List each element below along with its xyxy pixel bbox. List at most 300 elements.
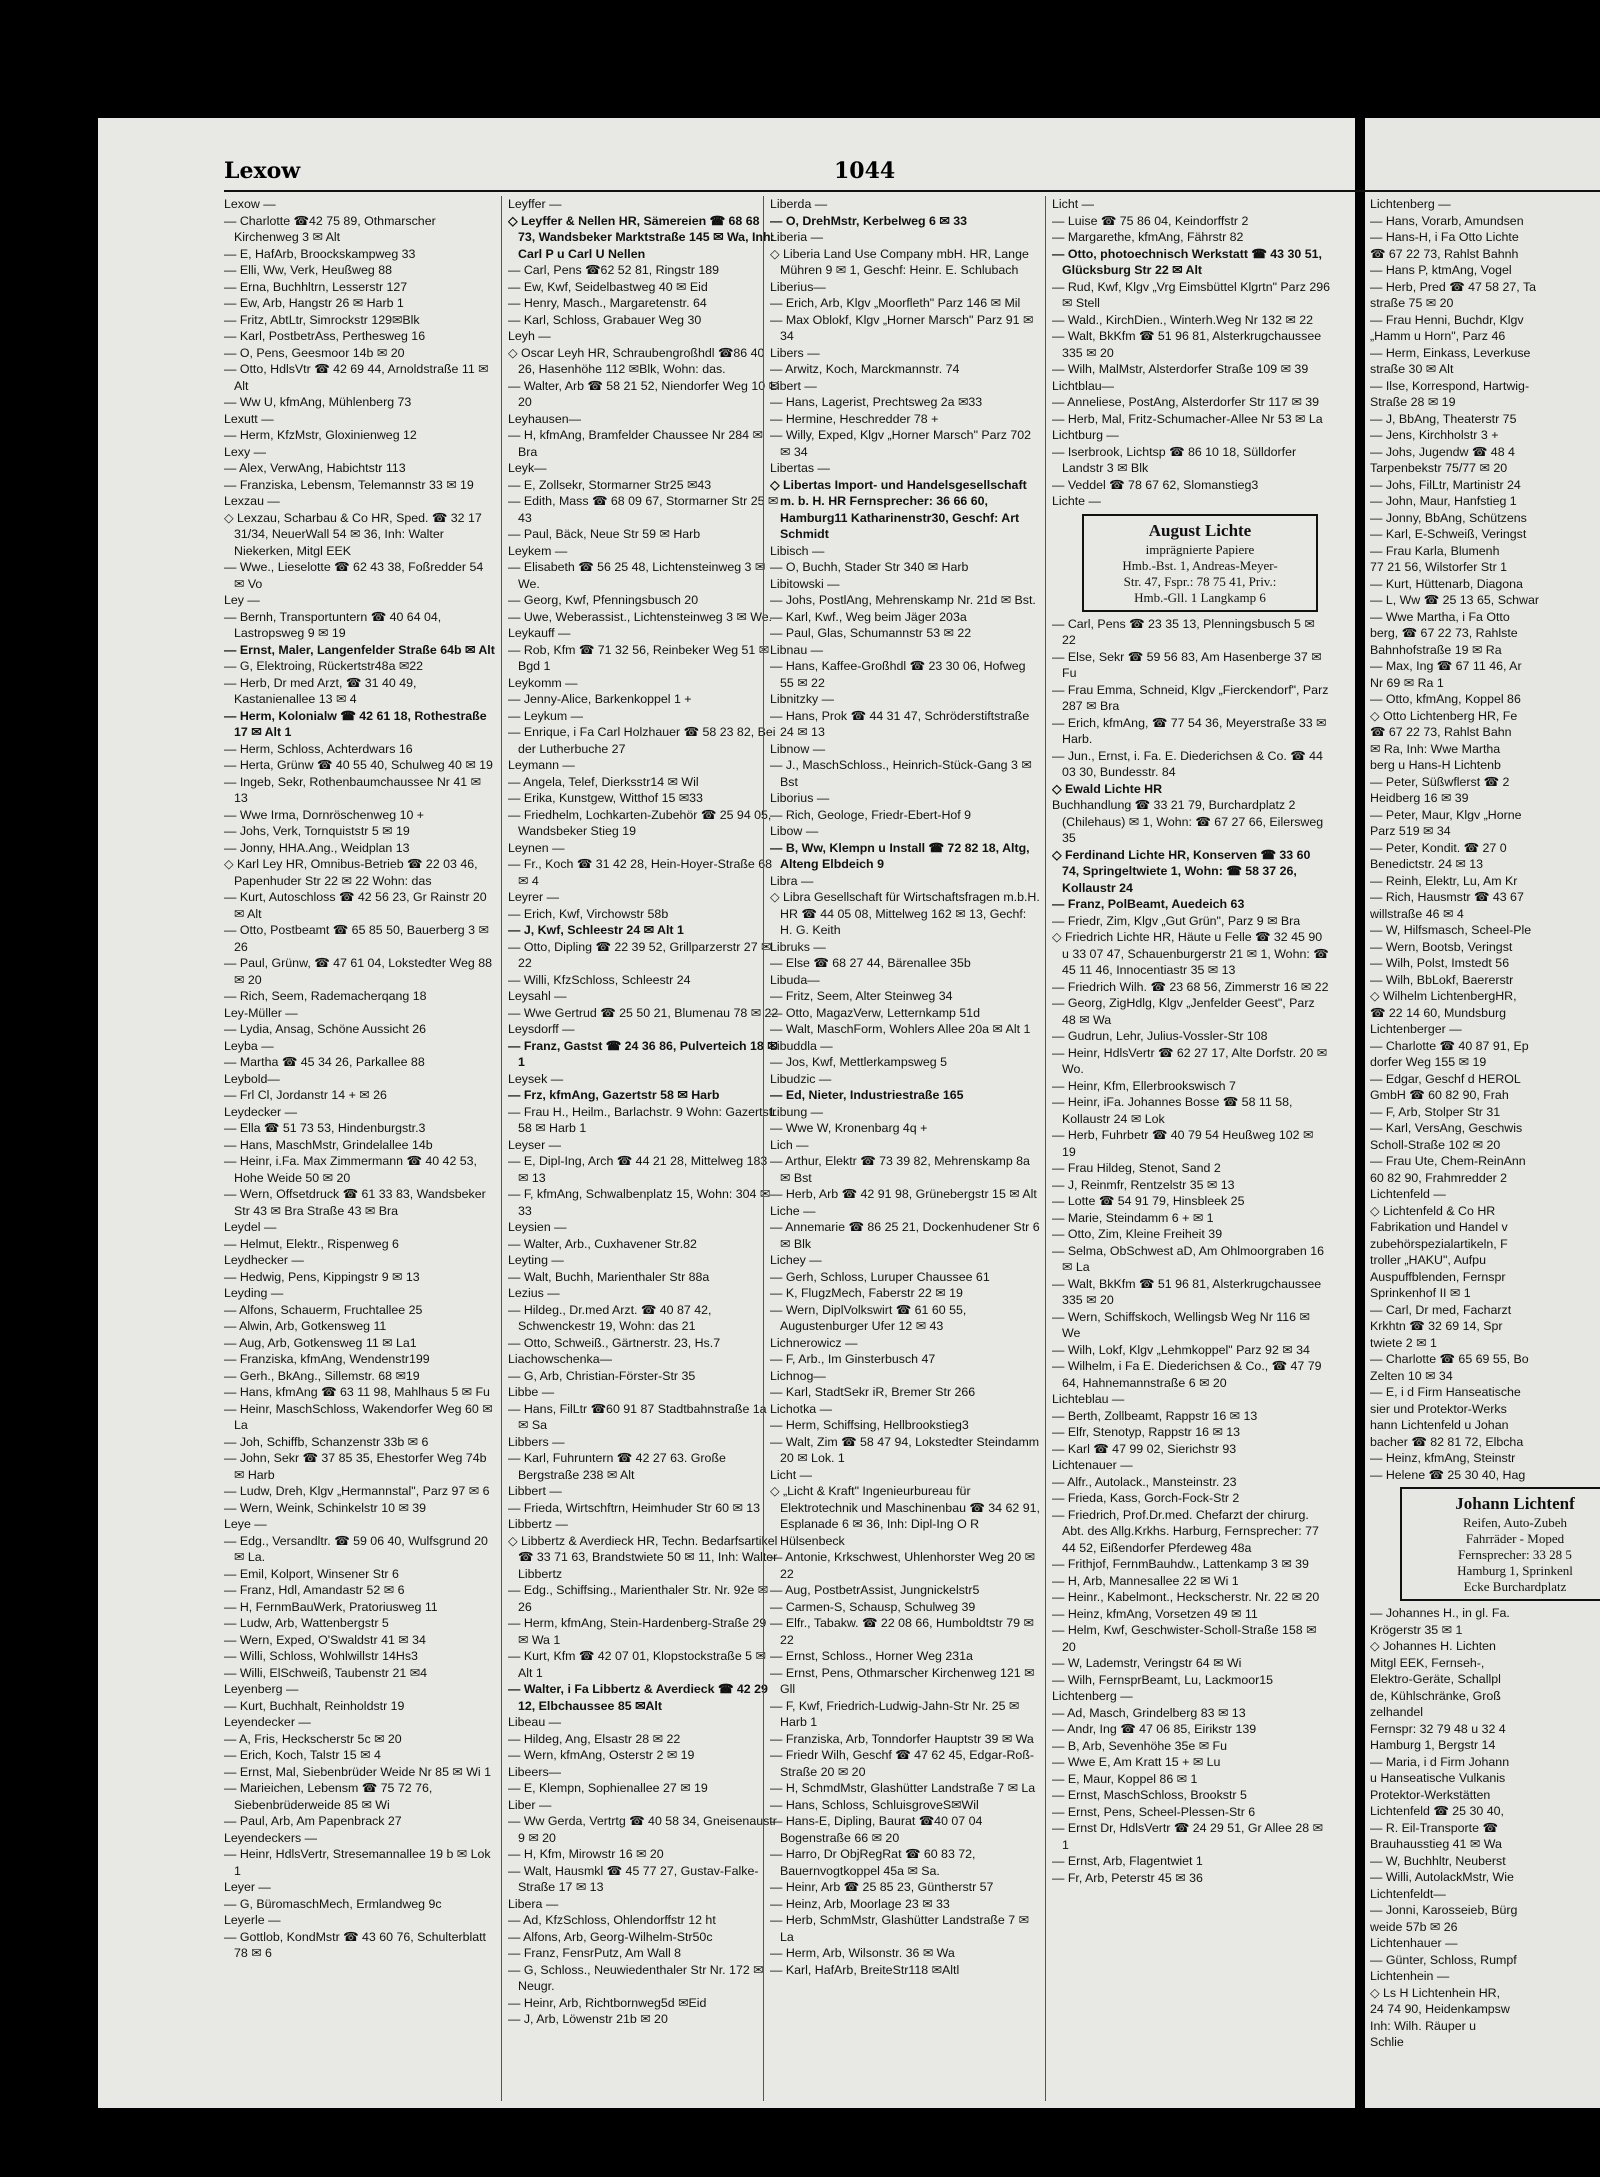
directory-entry: — Otto, kfmAng, Koppel 86: [1370, 692, 1521, 706]
directory-entry: troller „HAKU", Aufpu: [1370, 1253, 1486, 1267]
directory-entry: — Herb, Fuhrbetr ☎ 40 79 54 Heußweg 102 ✉ 19: [1052, 1128, 1314, 1159]
directory-entry: — Willy, Exped, Klgv „Horner Marsch" Parz 702 ✉ 34: [770, 428, 1032, 459]
directory-entry: — Jonny, BbAng, Schützens: [1370, 510, 1527, 525]
directory-entry: — Elfr., Tabakw. ☎ 22 08 66, Humboldtstr 79 ✉ 22: [770, 1616, 1034, 1647]
directory-entry: Liber —: [508, 1797, 552, 1812]
advertisement-line: Fahrräder - Moped: [1465, 1531, 1565, 1546]
directory-entry: — Ludw, Dreh, Klgv „Hermannstal", Parz 97 ✉ 6: [224, 1484, 490, 1498]
directory-entry: Lichtenhauer —: [1370, 1936, 1458, 1950]
directory-entry: — Frz, kfmAng, Gazertstr 58 ✉ Harb: [508, 1088, 720, 1102]
directory-entry: — Herb, Dr med Arzt, ☎ 31 40 49, Kastanienallee 13 ✉ 4: [224, 675, 417, 706]
directory-entry: — Emil, Kolport, Winsener Str 6: [224, 1566, 399, 1581]
directory-entry: — Lydia, Ansag, Schöne Aussicht 26: [224, 1022, 427, 1036]
directory-entry: — Karl, StadtSekr iR, Bremer Str 266: [770, 1385, 976, 1399]
directory-entry: — W, Buchhltr, Neuberst: [1370, 1853, 1506, 1868]
directory-entry: — E, i d Firm Hanseatische: [1370, 1385, 1521, 1399]
directory-entry: Leysien —: [508, 1220, 567, 1234]
directory-entry: Libbe —: [508, 1385, 555, 1399]
directory-entry: — G, Arb, Christian-Förster-Str 35: [508, 1368, 696, 1383]
directory-entry: — Frithjof, FernmBauhdw., Lattenkamp 3 ✉ 39: [1052, 1557, 1309, 1571]
directory-entry: berg, ☎ 67 22 73, Rahlste: [1370, 626, 1518, 640]
directory-entry: — Paul, Glas, Schumannstr 53 ✉ 22: [770, 626, 972, 640]
directory-entry: Lichte —: [1052, 494, 1101, 508]
directory-entry: — Frau Emma, Schneid, Klgv „Fierckendorf", Parz 287 ✉ Bra: [1052, 682, 1329, 713]
directory-entry: — Marieichen, Lebensm ☎ 75 72 76, Siebenbrüderweide 85 ✉ Wi: [224, 1781, 433, 1812]
directory-entry: Libeau —: [508, 1715, 562, 1729]
directory-entry: Lichotka —: [770, 1401, 832, 1416]
directory-entry: — Andr, Ing ☎ 47 06 85, Eirikstr 139: [1052, 1722, 1257, 1736]
directory-entry: — Willi, Schloss, Wohlwillstr 14Hs3: [224, 1649, 418, 1663]
directory-entry: — Fr, Arb, Peterstr 45 ✉ 36: [1052, 1870, 1203, 1885]
directory-entry: — A, Fris, Heckscherstr 5c ✉ 20: [224, 1731, 402, 1746]
directory-entry: — Hans, Prok ☎ 44 31 47, Schröderstiftstraße 24 ✉ 13: [770, 708, 1030, 739]
directory-entry: zubehörspezialartikeln, F: [1370, 1236, 1508, 1251]
directory-entry: — J, Kwf, Schleestr 24 ✉ Alt 1: [508, 923, 684, 937]
directory-entry: Inh: Wilh. Räuper u: [1370, 2018, 1477, 2033]
directory-entry: Tarpenbekstr 75/77 ✉ 20: [1370, 461, 1508, 475]
directory-entry: ☎ 22 14 60, Mundsburg: [1370, 1005, 1506, 1020]
directory-entry: — B, Arb, Sevenhöhe 35e ✉ Fu: [1052, 1738, 1228, 1753]
directory-entry: — Ew, Kwf, Seidelbastweg 40 ✉ Eid: [508, 279, 708, 294]
directory-entry: — Walt, BkKfm ☎ 51 96 81, Alsterkrugchaussee 335 ✉ 20: [1052, 329, 1322, 360]
directory-entry: — Annemarie ☎ 86 25 21, Dockenhudener Str 6 ✉ Blk: [770, 1220, 1040, 1251]
directory-entry: — Karl, E-Schweiß, Veringst: [1370, 527, 1527, 541]
directory-entry: — Georg, Kwf, Pfenningsbusch 20: [508, 593, 699, 607]
directory-entry: — H, Kfm, Mirowstr 16 ✉ 20: [508, 1847, 664, 1861]
directory-entry: — Hildeg, Ang, Elsastr 28 ✉ 22: [508, 1731, 681, 1746]
directory-entry: — Wilhelm, i Fa E. Diederichsen & Co., ☎ 47 79 64, Hahnemannstraße 6 ✉ 20: [1052, 1359, 1322, 1390]
directory-entry: — Gerh., BkAng., Sillemstr. 68 ✉19: [224, 1368, 420, 1383]
directory-entry: Leyting —: [508, 1253, 564, 1267]
directory-entry: Buchhandlung ☎ 33 21 79, Burchardplatz 2 (Chilehaus) ✉ 1, Wohn: ☎ 67 27 66, Eilersweg 35: [1052, 798, 1324, 845]
directory-entry: Liberda —: [770, 197, 828, 211]
directory-entry: Leykomm —: [508, 675, 578, 690]
directory-entry: Lichnog—: [770, 1368, 826, 1383]
column-3: [770, 196, 1042, 2101]
directory-entry: — Otto, Zim, Kleine Freiheit 39: [1052, 1227, 1223, 1241]
directory-entry: — H, FernmBauWerk, Pratoriusweg 11: [224, 1599, 438, 1614]
directory-entry: ✉ Ra, Inh: Wwe Martha: [1370, 741, 1501, 756]
directory-entry: — Frieda, Kass, Gorch-Fock-Str 2: [1052, 1491, 1240, 1505]
directory-entry: — Gudrun, Lehr, Julius-Vossler-Str 108: [1052, 1029, 1268, 1043]
directory-entry: Libbertz —: [508, 1517, 568, 1531]
directory-entry: Ley-Müller —: [224, 1005, 298, 1020]
directory-entry: Libertas —: [770, 461, 830, 475]
directory-entry: — Kurt, Hüttenarb, Diagona: [1370, 576, 1523, 591]
directory-entry: — Heinz, kfmAng, Vorsetzen 49 ✉ 11: [1052, 1606, 1258, 1621]
directory-entry: — Joh, Schiffb, Schanzenstr 33b ✉ 6: [224, 1434, 429, 1449]
directory-entry: Zelten 10 ✉ 34: [1370, 1368, 1453, 1383]
directory-entry: — Alwin, Arb, Gotkensweg 11: [224, 1319, 387, 1333]
directory-entry: — L, Ww ☎ 25 13 65, Schwar: [1370, 593, 1540, 607]
directory-entry: Libow —: [770, 824, 819, 838]
directory-entry: ◇ Friedrich Lichte HR, Häute u Felle ☎ 32 45 90 u 33 07 47, Schauenburgerstr 21 ✉ 1, Wohn: ☎ 45 11 46, Innocentiastr 35 ✉ 13: [1052, 930, 1329, 977]
directory-entry: Libitowski —: [770, 576, 840, 591]
directory-entry: Libers —: [770, 345, 820, 360]
directory-entry: Leyh —: [508, 329, 551, 343]
directory-entry: — Friedrich Wilh. ☎ 23 68 56, Zimmerstr 16 ✉ 22: [1052, 979, 1329, 994]
directory-entry: — Herm, KfzMstr, Gloxinienweg 12: [224, 428, 417, 442]
directory-entry: — Heinz, kfmAng, Steinstr: [1370, 1451, 1516, 1465]
advertisement-line: Hmb.-Bst. 1, Andreas-Meyer-: [1122, 557, 1278, 573]
advertisement-line: imprägnierte Papiere: [1145, 541, 1255, 557]
directory-entry: Libra —: [770, 873, 814, 888]
directory-entry: ◇ Lichtenfeld & Co HR: [1370, 1203, 1496, 1218]
directory-entry: — Ernst, Pens, Scheel-Plessen-Str 6: [1052, 1804, 1256, 1819]
directory-entry: ◇ Ls H Lichtenhein HR,: [1370, 1985, 1501, 2000]
directory-entry: Fernspr: 32 79 48 u 32 4: [1370, 1721, 1506, 1736]
directory-entry: straße 30 ✉ Alt: [1370, 362, 1454, 376]
directory-entry: Libeers—: [508, 1764, 562, 1779]
directory-entry: — Herb, SchmMstr, Glashütter Landstraße 7 ✉ La: [770, 1913, 1029, 1944]
directory-entry: — Carl, Dr med, Facharzt: [1370, 1302, 1512, 1317]
directory-entry: — Wilh, BbLokf, Baererstr: [1370, 972, 1514, 987]
directory-entry: — Kurt, Buchhalt, Reinholdstr 19: [224, 1698, 405, 1713]
directory-entry: — Charlotte ☎42 75 89, Othmarscher Kirchenweg 3 ✉ Alt: [224, 213, 436, 244]
directory-entry: Leybold—: [224, 1071, 280, 1086]
directory-entry: Leysahl —: [508, 989, 567, 1003]
directory-entry: — Helene ☎ 25 30 40, Hag: [1370, 1467, 1526, 1482]
directory-entry: Leyendeckers —: [224, 1830, 317, 1845]
directory-entry: Leyrer —: [508, 890, 559, 904]
directory-entry: — Erna, Buchhltrn, Lesserstr 127: [224, 279, 408, 294]
directory-entry: — Charlotte ☎ 40 87 91, Ep: [1370, 1038, 1529, 1053]
directory-entry: — Edith, Mass ☎ 68 09 67, Stormarner Str 25 ✉ 43: [508, 494, 779, 525]
advertisement-title: Johann Lichtenf: [1455, 1494, 1575, 1513]
directory-entry: Leykauff —: [508, 626, 571, 640]
advertisement-line: Hmb.-Gll. 1 Langkamp 6: [1134, 589, 1266, 605]
directory-entry: — Franz, PolBeamt, Auedeich 63: [1052, 897, 1245, 911]
directory-entry: — Fr., Koch ☎ 31 42 28, Hein-Hoyer-Straße 68 ✉ 4: [508, 857, 773, 888]
directory-entry: — Margarethe, kfmAng, Fährstr 82: [1052, 230, 1244, 244]
directory-entry: Libung —: [770, 1104, 824, 1119]
directory-entry: Leysek —: [508, 1071, 564, 1086]
directory-entry: — F, kfmAng, Schwalbenplatz 15, Wohn: 304 ✉ 33: [508, 1187, 771, 1218]
header-name: Lexow: [224, 158, 301, 184]
directory-entry: ◇ Libertas Import- und Handelsgesellschaft m. b. H. HR Fernsprecher: 36 66 60, Hamburg11 Katharinenstr30, Geschf: Art Schmidt: [770, 477, 1027, 541]
directory-entry: — Ernst, Arb, Flagentwiet 1: [1052, 1854, 1203, 1868]
directory-entry: — G, Elektroing, Rückertstr48a ✉22: [224, 659, 424, 673]
directory-entry: ◇ Leyffer & Nellen HR, Sämereien ☎ 68 68 73, Wandsbeker Marktstraße 145 ✉ Wa, Inh: Carl P u Carl U Nellen: [508, 213, 775, 261]
directory-entry: Leyenberg —: [224, 1682, 299, 1696]
directory-entry: — Willi, ElSchweiß, Taubenstr 21 ✉4: [224, 1665, 427, 1680]
directory-entry: — Willi, AutolackMstr, Wie: [1370, 1870, 1514, 1884]
directory-entry: — Otto, Schweiß., Gärtnerstr. 23, Hs.7: [508, 1335, 721, 1350]
directory-entry: — Helmut, Elektr., Rispenweg 6: [224, 1236, 399, 1251]
directory-entry: — Wilh, MalMstr, Alsterdorfer Straße 109 ✉ 39: [1052, 362, 1309, 376]
directory-entry: ◇ Lexzau, Scharbau & Co HR, Sped. ☎ 32 17 31/34, NeuerWall 54 ✉ 36, Inh: Walter Niekerken, Mitgl EEK: [224, 510, 482, 558]
directory-entry: — Franziska, Arb, Tonndorfer Hauptstr 39 ✉ Wa: [770, 1731, 1034, 1746]
directory-entry: ◇ Libra Gesellschaft für Wirtschaftsfragen m.b.H. HR ☎ 44 05 08, Mittelweg 162 ✉ 13, Gechf: H. G. Keith: [770, 890, 1040, 937]
directory-entry: — Ernst, Schloss., Horner Weg 231a: [770, 1649, 973, 1663]
next-page-column: [1370, 196, 1600, 2101]
directory-entry: — Walt, MaschForm, Wohlers Allee 20a ✉ Alt 1: [770, 1022, 1031, 1036]
directory-entry: — O, Buchh, Stader Str 340 ✉ Harb: [770, 560, 969, 574]
directory-entry: Leydecker —: [224, 1104, 298, 1119]
directory-entry: — Heinr, Arb ☎ 25 85 23, Güntherstr 57: [770, 1880, 994, 1894]
directory-entry: — Wilh, FernsprBeamt, Lu, Lackmoor15: [1052, 1672, 1274, 1687]
directory-entry: — Paul, Grünw, ☎ 47 61 04, Lokstedter Weg 88 ✉ 20: [224, 956, 492, 987]
directory-entry: Lexy —: [224, 444, 267, 459]
directory-entry: — Helm, Kwf, Geschwister-Scholl-Straße 158 ✉ 20: [1052, 1623, 1317, 1654]
directory-entry: — Erika, Kunstgew, Witthof 15 ✉33: [508, 791, 703, 805]
directory-entry: — Heinz, Arb, Moorlage 23 ✉ 33: [770, 1896, 950, 1911]
directory-entry: Libisch —: [770, 543, 825, 558]
directory-entry: — Erich, Koch, Talstr 15 ✉ 4: [224, 1748, 381, 1762]
directory-entry: — Wwe E, Am Kratt 15 + ✉ Lu: [1052, 1755, 1221, 1769]
directory-entry: — Alex, VerwAng, Habichtstr 113: [224, 461, 406, 475]
directory-entry: — Wern, Bootsb, Veringst: [1370, 939, 1513, 954]
directory-entry: — J, BbAng, Theaterstr 75: [1370, 411, 1517, 426]
directory-entry: — H, kfmAng, Bramfelder Chaussee Nr 284 ✉ Bra: [508, 428, 763, 459]
directory-entry: — Heinr, Kfm, Ellerbrookswisch 7: [1052, 1078, 1236, 1093]
directory-entry: — Friedr, Zim, Klgv „Gut Grün", Parz 9 ✉ Bra: [1052, 913, 1301, 928]
directory-entry: — Uwe, Weberassist., Lichtensteinweg 3 ✉ We.: [508, 609, 773, 624]
directory-entry: Benedictstr. 24 ✉ 13: [1370, 857, 1484, 871]
directory-entry: — Rich, Hausmstr ☎ 43 67: [1370, 890, 1524, 904]
directory-entry: — Hans, FilLtr ☎60 91 87 Stadtbahnstraße 1a ✉ Sa: [508, 1401, 767, 1432]
directory-entry: 60 82 90, Frahmredder 2: [1370, 1170, 1508, 1185]
directory-entry: — Walt, Buchh, Marienthaler Str 88a: [508, 1269, 710, 1284]
directory-entry: — Jenny-Alice, Barkenkoppel 1 +: [508, 692, 692, 706]
directory-entry: — Alfr., Autolack., Mansteinstr. 23: [1052, 1474, 1237, 1489]
directory-entry: — Johs, FilLtr, Martinistr 24: [1370, 477, 1521, 492]
directory-entry: — E, Zollsekr, Stormarner Str25 ✉43: [508, 477, 712, 492]
header-rule: [1365, 190, 1600, 192]
directory-entry: Libera —: [508, 1896, 559, 1911]
directory-entry: — Edgar, Geschf d HEROL: [1370, 1071, 1521, 1086]
directory-entry: — John, Sekr ☎ 37 85 35, Ehestorfer Weg 74b ✉ Harb: [224, 1451, 487, 1482]
directory-entry: — Franziska, kfmAng, Wendenstr199: [224, 1352, 430, 1366]
directory-entry: — R. Eil-Transporte ☎: [1370, 1820, 1498, 1835]
directory-entry: — Herb, Pred ☎ 47 58 27, Ta: [1370, 279, 1537, 294]
directory-entry: — Friedhelm, Lochkarten-Zubehör ☎ 25 94 05, Wandsbeker Stieg 19: [508, 807, 772, 838]
directory-entry: — E, HafArb, Broockskampweg 33: [224, 246, 416, 261]
directory-entry: „Hamm u Horn", Parz 46: [1370, 329, 1506, 343]
directory-page: [98, 118, 1355, 2108]
directory-entry: — Ad, KfzSchloss, Ohlendorffstr 12 ht: [508, 1913, 716, 1927]
directory-entry: weide 57b ✉ 26: [1370, 1919, 1458, 1934]
directory-entry: — Arthur, Elektr ☎ 73 39 82, Mehrenskamp 8a ✉ Bst: [770, 1154, 1030, 1185]
directory-entry: — Walter, Arb., Cuxhavener Str.82: [508, 1236, 697, 1251]
directory-entry: — Maria, i d Firm Johann: [1370, 1754, 1510, 1769]
directory-entry: — Wern, Exped, O'Swaldstr 41 ✉ 34: [224, 1632, 426, 1647]
directory-entry: Libnitzky —: [770, 692, 835, 706]
directory-entry: — Gerh, Schloss, Luruper Chaussee 61: [770, 1269, 990, 1284]
directory-entry: — Wwe., Lieselotte ☎ 62 43 38, Foßredder 54 ✉ Vo: [224, 560, 484, 591]
directory-entry: — Max Oblokf, Klgv „Horner Marsch" Parz 91 ✉ 34: [770, 312, 1034, 343]
directory-entry: Lexzau —: [224, 494, 280, 508]
directory-entry: — Johs, Verk, Tornquiststr 5 ✉ 19: [224, 824, 410, 838]
directory-entry: — Charlotte ☎ 65 69 55, Bo: [1370, 1352, 1529, 1366]
directory-entry: Elektro-Geräte, Schallpl: [1370, 1672, 1501, 1686]
directory-entry: ◇ Libbertz & Averdieck HR, Techn. Bedarfsartikel ☎ 33 71 63, Brandstwiete 50 ✉ 11, Inh: Walter Libbertz: [508, 1533, 778, 1581]
directory-entry: Licht —: [1052, 197, 1095, 211]
directory-entry: — Ww Gerda, Vertrtg ☎ 40 58 34, Gneisenaustr 9 ✉ 20: [508, 1814, 777, 1845]
directory-entry: — E, Klempn, Sophienallee 27 ✉ 19: [508, 1781, 708, 1795]
directory-entry: Licht —: [770, 1467, 813, 1482]
directory-entry: — Ew, Arb, Hangstr 26 ✉ Harb 1: [224, 296, 404, 310]
directory-entry: — Herm, Schloss, Achterdwars 16: [224, 741, 413, 756]
directory-entry: Krögerstr 35 ✉ 1: [1370, 1622, 1463, 1637]
directory-entry: Lichtenberger —: [1370, 1022, 1462, 1036]
directory-entry: — Herb, Arb ☎ 42 91 98, Grünebergstr 15 ✉ Alt: [770, 1187, 1037, 1201]
directory-entry: berg u Hans-H Lichtenb: [1370, 758, 1501, 772]
directory-entry: — Alfons, Schauerm, Fruchtallee 25: [224, 1302, 423, 1317]
directory-entry: — Heinr., Kabelmont., Heckscherstr. Nr. 22 ✉ 20: [1052, 1590, 1320, 1604]
directory-entry: — Friedrich, Prof.Dr.med. Chefarzt der chirurg. Abt. des Allg.Krkhs. Harburg, Fernsprecher: 77 44 52, Eißendorfer Pferdeweg 48a: [1052, 1507, 1319, 1555]
directory-entry: — Karl, Fuhruntern ☎ 42 27 63. Große Bergstraße 238 ✉ Alt: [508, 1451, 726, 1482]
directory-entry: — Fritz, Seem, Alter Steinweg 34: [770, 989, 953, 1003]
directory-entry: de, Kühlschränke, Groß: [1370, 1688, 1501, 1703]
directory-entry: Leydhecker —: [224, 1253, 304, 1267]
directory-entry: — Carmen-S, Schausp, Schulweg 39: [770, 1599, 976, 1614]
directory-entry: Leyendecker —: [224, 1715, 311, 1729]
directory-entry: — Berth, Zollbeamt, Rappstr 16 ✉ 13: [1052, 1408, 1258, 1423]
directory-entry: Lichtenhein —: [1370, 1969, 1450, 1983]
column-1: [224, 196, 496, 2101]
directory-entry: — Jonny, HHA.Ang., Weidplan 13: [224, 840, 410, 855]
directory-entry: Liche —: [770, 1203, 816, 1218]
directory-entry: — Otto, photoechnisch Werkstatt ☎ 43 30 51, Glücksburg Str 22 ✉ Alt: [1052, 246, 1322, 277]
directory-entry: Lexutt —: [224, 411, 274, 426]
directory-entry: — Franz, Gastst ☎ 24 36 86, Pulverteich 18 ✉1: [508, 1038, 778, 1069]
directory-entry: — Carl, Pens ☎62 52 81, Ringstr 189: [508, 263, 720, 277]
directory-entry: Leyer —: [224, 1880, 271, 1894]
directory-entry: — Hans, Schloss, SchluisgroveS✉Wil: [770, 1797, 979, 1812]
directory-entry: Lichey —: [770, 1253, 822, 1267]
directory-entry: — Wilh, Lokf, Klgv „Lehmkoppel" Parz 92 ✉ 34: [1052, 1342, 1310, 1357]
directory-entry: — Leykum —: [508, 708, 584, 723]
directory-entry: Liachowschenka—: [508, 1352, 613, 1366]
directory-entry: Libruks —: [770, 939, 826, 954]
directory-entry: — Hans-H, i Fa Otto Lichte: [1370, 230, 1519, 244]
directory-entry: — Willi, KfzSchloss, Schleestr 24: [508, 972, 691, 987]
advertisement-line: Ecke Burchardplatz: [1463, 1579, 1567, 1594]
directory-entry: — W, Lademstr, Veringstr 64 ✉ Wi: [1052, 1656, 1242, 1670]
directory-entry: — Karl, PostbetrAss, Perthesweg 16: [224, 329, 426, 343]
directory-entry: — Wilh, Polst, Imstedt 56: [1370, 956, 1510, 970]
directory-entry: ◇ Ewald Lichte HR: [1052, 781, 1163, 796]
column-divider: [501, 196, 502, 2101]
directory-entry: ☎ 67 22 73, Rahlst Bahnh: [1370, 246, 1519, 261]
directory-entry: — Ernst, Maler, Langenfelder Straße 64b ✉ Alt: [224, 642, 495, 657]
directory-entry: — Angela, Telef, Dierksstr14 ✉ Wil: [508, 774, 699, 789]
directory-entry: — Frau Hildeg, Stenot, Sand 2: [1052, 1161, 1221, 1175]
directory-entry: — Wern, Weink, Schinkelstr 10 ✉ 39: [224, 1500, 427, 1515]
directory-entry: Libnow —: [770, 741, 826, 756]
directory-entry: ◇ „Licht & Kraft" Ingenieurbureau für Elektrotechnik und Maschinenbau ☎ 34 62 91, Esplanade 6 ✉ 36, Inh: Dipl-Ing O R Hülsenbeck: [770, 1484, 1040, 1548]
directory-entry: — Arwitz, Koch, Marckmannstr. 74: [770, 362, 960, 376]
directory-entry: — Herm, kfmAng, Stein-Hardenberg-Straße 29 ✉ Wa 1: [508, 1616, 767, 1647]
directory-entry: Lichtenauer —: [1052, 1458, 1133, 1472]
directory-entry: — Jens, Kirchholstr 3 +: [1370, 428, 1499, 442]
directory-entry: — Paul, Bäck, Neue Str 59 ✉ Harb: [508, 527, 701, 541]
header-rule: [224, 190, 1419, 192]
directory-entry: Leyba —: [224, 1038, 274, 1053]
directory-entry: — Henry, Masch., Margaretenstr. 64: [508, 296, 707, 310]
directory-entry: — Kurt, Kfm ☎ 42 07 01, Klopstockstraße 5 ✉ Alt 1: [508, 1649, 766, 1680]
directory-entry: — G, Schloss., Neuwiedenthaler Str Nr. 172 ✉ Neugr.: [508, 1962, 764, 1993]
directory-entry: — Peter, Kondit. ☎ 27 0: [1370, 840, 1507, 855]
directory-entry: — Johannes H., in gl. Fa.: [1370, 1606, 1510, 1620]
directory-entry: ☎ 67 22 73, Rahlst Bahn: [1370, 725, 1512, 739]
directory-entry: — Wwe Irma, Dornröschenweg 10 +: [224, 807, 425, 822]
directory-entry: 24 74 90, Heidenkampsw: [1370, 2002, 1510, 2016]
directory-entry: — Peter, Süßwflerst ☎ 2: [1370, 774, 1510, 789]
directory-entry: — Frau Ute, Chem-ReinAnn: [1370, 1154, 1526, 1168]
directory-entry: — Heinr, Arb, Richtbornweg5d ✉Eid: [508, 1995, 707, 2010]
directory-entry: — Antonie, Krkschwest, Uhlenhorster Weg 20 ✉ 22: [770, 1550, 1035, 1581]
directory-entry: — Günter, Schloss, Rumpf: [1370, 1952, 1517, 1967]
directory-entry: — Heinr, i.Fa. Max Zimmermann ☎ 40 42 53, Hohe Weide 50 ✉ 20: [224, 1154, 478, 1185]
directory-entry: — Ernst Dr, HdlsVertr ☎ 24 29 51, Gr Allee 28 ✉ 1: [1052, 1821, 1323, 1852]
directory-entry: Lich —: [770, 1137, 809, 1152]
directory-entry: — Elisabeth ☎ 56 25 48, Lichtensteinweg 3 ✉ We.: [508, 560, 766, 591]
directory-entry: Leyding —: [224, 1286, 284, 1300]
directory-entry: — Aug, PostbetrAssist, Jungnickelstr5: [770, 1583, 980, 1597]
directory-entry: — Hans, MaschMstr, Grindelallee 14b: [224, 1137, 433, 1152]
directory-entry: — Jonni, Karosseieb, Bürg: [1370, 1903, 1518, 1917]
directory-entry: GmbH ☎ 60 82 90, Frah: [1370, 1088, 1509, 1102]
directory-entry: Liborius —: [770, 791, 830, 805]
directory-entry: Lichnerowicz —: [770, 1335, 858, 1350]
directory-entry: — O, DrehMstr, Kerbelweg 6 ✉ 33: [770, 213, 967, 228]
directory-entry: — Walt, Hausmkl ☎ 45 77 27, Gustav-Falke-Straße 17 ✉ 13: [508, 1863, 759, 1894]
directory-entry: — Ed, Nieter, Industriestraße 165: [770, 1088, 964, 1102]
directory-entry: Libert —: [770, 378, 817, 393]
directory-entry: — Ernst, Pens, Othmarscher Kirchenweg 121 ✉ Gll: [770, 1665, 1035, 1696]
directory-entry: — G, BüromaschMech, Ermlandweg 9c: [224, 1896, 442, 1911]
directory-entry: bacher ☎ 82 81 72, Elbcha: [1370, 1434, 1524, 1449]
directory-entry: — Edg., Schiffsing., Marienthaler Str. Nr. 92e ✉ 26: [508, 1583, 769, 1614]
directory-entry: — Hans, Kaffee-Großhdl ☎ 23 30 06, Hofweg 55 ✉ 22: [770, 659, 1026, 690]
directory-entry: — Walt, Zim ☎ 58 47 94, Lokstedter Steindamm 20 ✉ Lok. 1: [770, 1434, 1040, 1465]
directory-entry: — Wern, Schiffskoch, Wellingsb Weg Nr 116 ✉ We: [1052, 1309, 1310, 1340]
directory-entry: — Lotte ☎ 54 91 79, Hinsbleek 25: [1052, 1194, 1245, 1208]
directory-entry: Mitgl EEK, Fernseh-,: [1370, 1655, 1485, 1670]
directory-entry: Brauhausstieg 41 ✉ Wa: [1370, 1837, 1502, 1851]
directory-entry: — Wern, kfmAng, Osterstr 2 ✉ 19: [508, 1748, 695, 1762]
directory-entry: Lichtenfeld ☎ 25 30 40,: [1370, 1804, 1504, 1818]
directory-entry: — Reinh, Elektr, Lu, Am Kr: [1370, 873, 1518, 888]
directory-entry: — Georg, ZigHdlg, Klgv „Jenfelder Geest", Parz 48 ✉ Wa: [1052, 996, 1315, 1027]
directory-entry: Lichtenberg —: [1370, 197, 1451, 211]
directory-entry: — Heinr, MaschSchloss, Wakendorfer Weg 60 ✉ La: [224, 1401, 493, 1432]
advertisement-line: Fernsprecher: 33 28 5: [1458, 1547, 1572, 1562]
page-header: [224, 158, 1414, 186]
directory-entry: — Walt, BkKfm ☎ 51 96 81, Alsterkrugchaussee 335 ✉ 20: [1052, 1276, 1322, 1307]
directory-entry: Bahnhofstraße 19 ✉ Ra: [1370, 642, 1502, 657]
directory-entry: Libbert —: [508, 1484, 562, 1498]
directory-entry: ◇ Liberia Land Use Company mbH. HR, Lange Mühren 9 ✉ 1, Geschf: Heinr. E. Schlubach: [770, 246, 1029, 277]
directory-entry: — Erich, kfmAng, ☎ 77 54 36, Meyerstraße 33 ✉ Harb.: [1052, 715, 1327, 746]
directory-entry: Leyk—: [508, 461, 547, 475]
directory-entry: — Franz, FensrPutz, Am Wall 8: [508, 1946, 682, 1960]
directory-entry: — Erich, Kwf, Virchowstr 58b: [508, 906, 669, 921]
directory-entry: — Else ☎ 68 27 44, Bärenallee 35b: [770, 956, 971, 970]
directory-entry: — Jos, Kwf, Mettlerkampsweg 5: [770, 1055, 947, 1069]
directory-entry: — Rich, Seem, Rademacherqang 18: [224, 989, 427, 1003]
directory-entry: — Ingeb, Sekr, Rothenbaumchaussee Nr 41 ✉ 13: [224, 774, 481, 805]
column-divider: [763, 196, 764, 2101]
page-number: 1044: [834, 158, 896, 184]
directory-entry: — Fritz, AbtLtr, Simrockstr 129✉Blk: [224, 312, 420, 327]
directory-entry: — Selma, ObSchwest aD, Am Ohlmoorgraben 16 ✉ La: [1052, 1243, 1325, 1274]
directory-entry: Leyhausen—: [508, 411, 582, 426]
directory-entry: Lichteblau —: [1052, 1392, 1125, 1406]
directory-entry: — E, Maur, Koppel 86 ✉ 1: [1052, 1771, 1198, 1786]
